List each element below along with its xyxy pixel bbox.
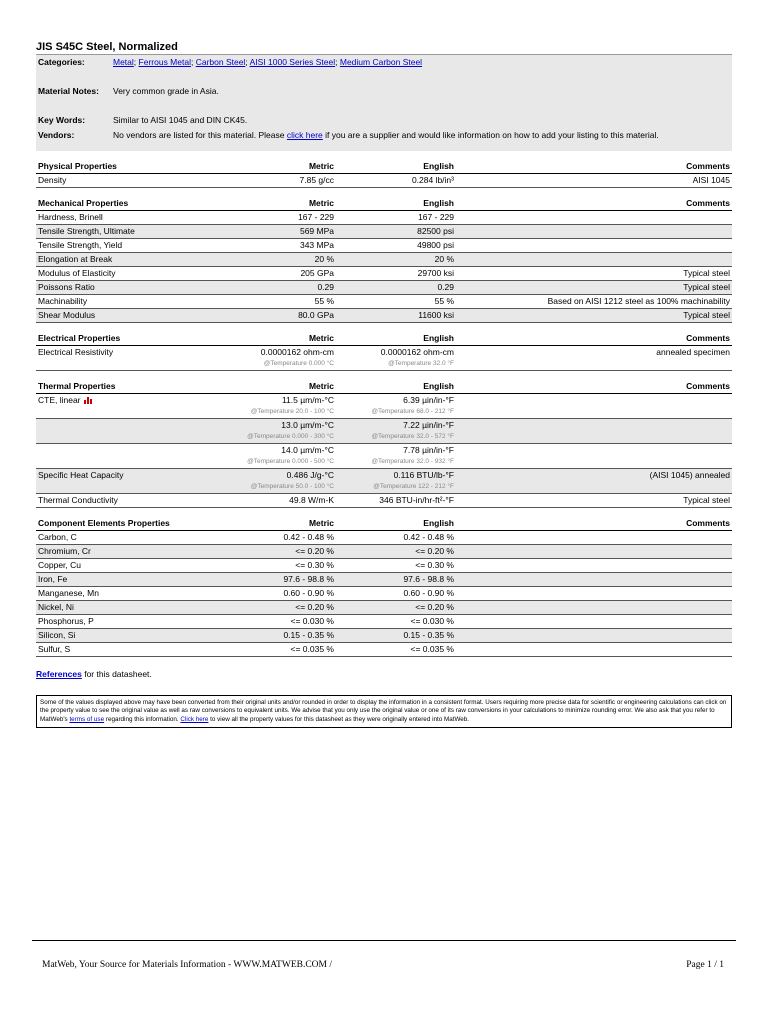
property-row — [36, 615, 732, 629]
property-name: Poissons Ratio — [36, 281, 186, 295]
component-elements-table — [36, 517, 732, 657]
electrical-properties-section — [36, 332, 732, 371]
property-comment — [456, 253, 732, 267]
click-here-link[interactable]: Click here — [180, 715, 209, 723]
property-name: Elongation at Break — [36, 253, 186, 267]
english-value[interactable]: 0.29 — [336, 281, 456, 295]
metric-value[interactable]: 205 GPa — [186, 267, 336, 281]
comments-header: Comments — [456, 517, 732, 531]
english-value[interactable]: 0.284 lb/in³ — [336, 174, 456, 188]
metric-value[interactable]: 167 - 229 — [186, 211, 336, 225]
property-row — [36, 346, 732, 371]
english-value[interactable]: 97.6 - 98.8 % — [336, 573, 456, 587]
material-info-panel — [36, 54, 732, 151]
comments-header: Comments — [456, 380, 732, 394]
property-row — [36, 545, 732, 559]
english-value[interactable]: 82500 psi — [336, 225, 456, 239]
datasheet — [36, 40, 732, 728]
vendors-row — [38, 129, 730, 141]
property-comment — [456, 419, 732, 444]
property-name: Shear Modulus — [36, 309, 186, 323]
metric-value[interactable]: 13.0 µm/m-°C @Temperature 0.000 - 300 °C — [186, 419, 336, 444]
english-value[interactable]: 346 BTU-in/hr-ft²-°F — [336, 494, 456, 508]
condition-note: @Temperature 0.000 - 500 °C — [247, 458, 334, 465]
condition-note: @Temperature 122 - 212 °F — [373, 483, 454, 490]
property-row — [36, 174, 732, 188]
key-words-value: Similar to AISI 1045 and DIN CK45. — [113, 115, 248, 125]
metric-value[interactable]: 0.0000162 ohm-cm @Temperature 0.000 °C — [186, 346, 336, 371]
english-value[interactable]: 11600 ksi — [336, 309, 456, 323]
condition-note: @Temperature 0.000 °C — [263, 360, 334, 367]
footer-divider — [32, 940, 736, 941]
english-value[interactable]: 0.42 - 0.48 % — [336, 531, 456, 545]
metric-value[interactable]: 0.42 - 0.48 % — [186, 531, 336, 545]
category-link[interactable]: Metal — [113, 57, 134, 67]
thermal-properties-table — [36, 380, 732, 508]
key-words-row — [38, 114, 730, 126]
condition-note: @Temperature 32.0 - 932 °F — [371, 458, 454, 465]
mechanical-properties-section — [36, 197, 732, 323]
property-comment: AISI 1045 — [456, 174, 732, 188]
property-name: CTE, linear — [36, 394, 186, 419]
property-comment: Typical steel — [456, 309, 732, 323]
property-comment: (AISI 1045) annealed — [456, 469, 732, 494]
category-link[interactable]: AISI 1000 Series Steel — [249, 57, 336, 67]
metric-header: Metric — [186, 160, 336, 174]
property-row — [36, 444, 732, 469]
property-comment: annealed specimen — [456, 346, 732, 371]
property-comment — [456, 239, 732, 253]
comments-header: Comments — [456, 332, 732, 346]
metric-value[interactable]: 0.60 - 0.90 % — [186, 587, 336, 601]
english-header: English — [336, 160, 456, 174]
english-value[interactable]: <= 0.20 % — [336, 601, 456, 615]
property-name: Hardness, Brinell — [36, 211, 186, 225]
metric-value[interactable]: <= 0.20 % — [186, 545, 336, 559]
comments-header: Comments — [456, 197, 732, 211]
vendors-click-here-link[interactable]: click here — [286, 130, 323, 140]
property-name: Electrical Resistivity — [36, 346, 186, 371]
property-comment — [456, 601, 732, 615]
category-separator: ; — [335, 57, 340, 67]
property-comment: Based on AISI 1212 steel as 100% machinability — [456, 295, 732, 309]
property-name: Manganese, Mn — [36, 587, 186, 601]
section-title: Thermal Properties — [36, 380, 186, 394]
metric-value[interactable]: 14.0 µm/m-°C @Temperature 0.000 - 500 °C — [186, 444, 336, 469]
references-text: for this datasheet. — [81, 669, 152, 679]
metric-value[interactable]: 0.486 J/g-°C @Temperature 50.0 - 100 °C — [186, 469, 336, 494]
metric-header: Metric — [186, 517, 336, 531]
property-row — [36, 253, 732, 267]
property-name: Phosphorus, P — [36, 615, 186, 629]
metric-header: Metric — [186, 197, 336, 211]
property-comment: Typical steel — [456, 267, 732, 281]
category-link[interactable]: Ferrous Metal — [138, 57, 191, 67]
english-value[interactable]: 0.116 BTU/lb-°F @Temperature 122 - 212 °F — [336, 469, 456, 494]
property-comment — [456, 629, 732, 643]
property-name: Silicon, Si — [36, 629, 186, 643]
english-value[interactable]: <= 0.030 % — [336, 615, 456, 629]
references-link[interactable]: References — [36, 669, 82, 679]
property-comment — [456, 225, 732, 239]
material-notes-label: Material Notes: — [38, 86, 99, 96]
property-name: Carbon, C — [36, 531, 186, 545]
metric-value[interactable]: 20 % — [186, 253, 336, 267]
property-row — [36, 239, 732, 253]
property-row — [36, 267, 732, 281]
english-value[interactable]: 0.0000162 ohm-cm @Temperature 32.0 °F — [336, 346, 456, 371]
disclaimer-text: Some of the values displayed above may have been converted from their original units and/or rounded in order to display the information in a consistent format. Users requiring more precise data for scientific or engineering calculations can click on the property value to see the original value as well as raw conversions to equivalent units. We advise that you only use the original value or one of its raw conversions in your calculations to minimize rounding error. We also ask that you refer to MatWeb's — [40, 699, 727, 723]
metric-value[interactable]: 49.8 W/m-K — [186, 494, 336, 508]
property-row — [36, 629, 732, 643]
property-name: Tensile Strength, Yield — [36, 239, 186, 253]
condition-note: @Temperature 50.0 - 100 °C — [250, 483, 334, 490]
key-words-label: Key Words: — [38, 115, 86, 125]
footer-page-number: Page 1 / 1 — [686, 960, 724, 970]
section-title: Electrical Properties — [36, 332, 186, 346]
condition-note: @Temperature 68.0 - 212 °F — [371, 408, 454, 415]
mechanical-properties-table — [36, 197, 732, 323]
property-row — [36, 601, 732, 615]
property-row — [36, 419, 732, 444]
vendors-value — [113, 129, 659, 141]
english-value[interactable]: 7.78 µin/in-°F @Temperature 32.0 - 932 °F — [336, 444, 456, 469]
section-title: Physical Properties — [36, 160, 186, 174]
english-value[interactable]: 7.22 µin/in-°F @Temperature 32.0 - 572 °F — [336, 419, 456, 444]
property-name: Chromium, Cr — [36, 545, 186, 559]
property-row — [36, 531, 732, 545]
condition-note: @Temperature 0.000 - 300 °C — [247, 433, 334, 440]
metric-value[interactable]: 97.6 - 98.8 % — [186, 573, 336, 587]
metric-value[interactable]: 569 MPa — [186, 225, 336, 239]
property-row — [36, 309, 732, 323]
graph-icon[interactable] — [84, 396, 92, 404]
english-value[interactable]: <= 0.30 % — [336, 559, 456, 573]
english-value[interactable]: 55 % — [336, 295, 456, 309]
vendors-label: Vendors: — [38, 130, 75, 140]
metric-value[interactable]: 11.5 µm/m-°C @Temperature 20.0 - 100 °C — [186, 394, 336, 419]
vendors-text: No vendors are listed for this material. Please — [113, 130, 287, 140]
english-value[interactable]: <= 0.035 % — [336, 643, 456, 657]
condition-note: @Temperature 32.0 - 572 °F — [371, 433, 454, 440]
condition-note: @Temperature 32.0 °F — [388, 360, 454, 367]
metric-value[interactable]: 0.29 — [186, 281, 336, 295]
property-comment — [456, 444, 732, 469]
section-title: Component Elements Properties — [36, 517, 186, 531]
metric-header: Metric — [186, 332, 336, 346]
metric-value[interactable]: <= 0.20 % — [186, 601, 336, 615]
english-value[interactable]: 167 - 229 — [336, 211, 456, 225]
property-row — [36, 469, 732, 494]
category-link[interactable]: Medium Carbon Steel — [339, 57, 423, 67]
metric-value[interactable]: 343 MPa — [186, 239, 336, 253]
references-line — [36, 669, 732, 679]
property-row — [36, 211, 732, 225]
property-row — [36, 494, 732, 508]
property-comment — [456, 573, 732, 587]
terms-of-use-link[interactable]: terms of use — [69, 715, 105, 723]
category-separator: ; — [190, 57, 196, 67]
property-row — [36, 295, 732, 309]
property-row — [36, 394, 732, 419]
property-name: Tensile Strength, Ultimate — [36, 225, 186, 239]
english-header: English — [336, 332, 456, 346]
metric-value[interactable]: 0.15 - 0.35 % — [186, 629, 336, 643]
property-name: Thermal Conductivity — [36, 494, 186, 508]
comments-header: Comments — [456, 160, 732, 174]
english-value[interactable]: 29700 ksi — [336, 267, 456, 281]
thermal-properties-section — [36, 380, 732, 508]
english-value[interactable]: <= 0.20 % — [336, 545, 456, 559]
property-comment — [456, 545, 732, 559]
property-name: Copper, Cu — [36, 559, 186, 573]
property-comment: Typical steel — [456, 281, 732, 295]
physical-properties-section — [36, 160, 732, 188]
categories-list — [113, 56, 422, 68]
english-header: English — [336, 197, 456, 211]
property-comment: Typical steel — [456, 494, 732, 508]
category-separator: ; — [133, 57, 139, 67]
property-name: Density — [36, 174, 186, 188]
property-row — [36, 281, 732, 295]
metric-value[interactable]: <= 0.030 % — [186, 615, 336, 629]
component-elements-section — [36, 517, 732, 657]
metric-value[interactable]: <= 0.30 % — [186, 559, 336, 573]
metric-value[interactable]: 55 % — [186, 295, 336, 309]
vendors-text-post: if you are a supplier and would like information on how to add your listing to this material. — [322, 130, 659, 140]
disclaimer-text: regarding this information. — [104, 715, 181, 723]
property-name: Iron, Fe — [36, 573, 186, 587]
property-name: Sulfur, S — [36, 643, 186, 657]
property-name: Nickel, Ni — [36, 601, 186, 615]
section-title: Mechanical Properties — [36, 197, 186, 211]
footer-source: MatWeb, Your Source for Materials Information - WWW.MATWEB.COM / — [42, 960, 332, 970]
condition-note: @Temperature 20.0 - 100 °C — [250, 408, 334, 415]
property-comment — [456, 531, 732, 545]
electrical-properties-table — [36, 332, 732, 371]
property-name: Machinability — [36, 295, 186, 309]
english-header: English — [336, 517, 456, 531]
property-name: Specific Heat Capacity — [36, 469, 186, 494]
metric-value[interactable]: <= 0.035 % — [186, 643, 336, 657]
property-row — [36, 559, 732, 573]
english-value[interactable]: 0.60 - 0.90 % — [336, 587, 456, 601]
property-name: Modulus of Elasticity — [36, 267, 186, 281]
material-notes-row — [38, 85, 730, 97]
english-value[interactable]: 6.39 µin/in-°F @Temperature 68.0 - 212 °F — [336, 394, 456, 419]
property-row — [36, 643, 732, 657]
english-value[interactable]: 0.15 - 0.35 % — [336, 629, 456, 643]
english-value[interactable]: 20 % — [336, 253, 456, 267]
property-comment — [456, 211, 732, 225]
property-row — [36, 573, 732, 587]
disclaimer-text: to view all the property values for this datasheet as they were originally entered into MatWeb. — [208, 715, 470, 723]
property-comment — [456, 615, 732, 629]
property-comment — [456, 559, 732, 573]
property-name — [36, 444, 186, 469]
category-link[interactable]: Carbon Steel — [195, 57, 246, 67]
english-value[interactable]: 49800 psi — [336, 239, 456, 253]
property-row — [36, 225, 732, 239]
property-comment — [456, 643, 732, 657]
metric-value[interactable]: 7.85 g/cc — [186, 174, 336, 188]
english-header: English — [336, 380, 456, 394]
material-notes-value: Very common grade in Asia. — [113, 86, 219, 96]
property-name — [36, 419, 186, 444]
category-separator: ; — [245, 57, 250, 67]
categories-label: Categories: — [38, 57, 85, 67]
categories-row — [38, 56, 730, 68]
physical-properties-table — [36, 160, 732, 188]
metric-value[interactable]: 80.0 GPa — [186, 309, 336, 323]
property-comment — [456, 587, 732, 601]
property-comment — [456, 394, 732, 419]
metric-header: Metric — [186, 380, 336, 394]
page-title: JIS S45C Steel, Normalized — [36, 41, 178, 53]
property-row — [36, 587, 732, 601]
disclaimer-box — [36, 695, 732, 728]
